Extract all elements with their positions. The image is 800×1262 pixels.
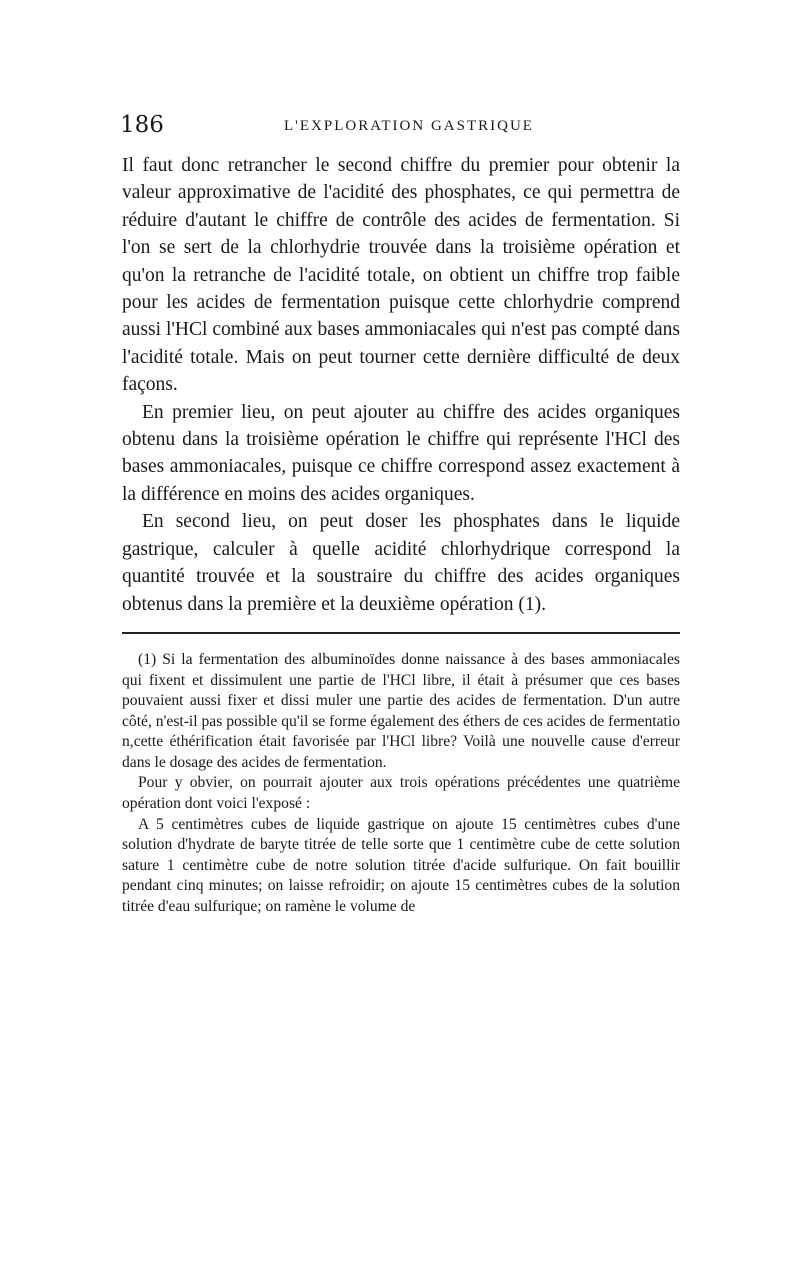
paragraph: Il faut donc retrancher le second chiffre du premier pour obtenir la valeur approximative de l'acidité des phosphates, ce qui permettra de réduire d'autant le chiffre de contrôle des acides de fermentation. Si l'on se sert de la chlorhydrie trouvée dans la troisième opération et qu'on la retranche de l'acidité totale, on obtient un chiffre trop faible pour les acides de fermentation puisque cette chlorhydrie comprend aussi l'HCl combiné aux bases ammoniacales qui n'est pas compté dans l'acidité totale. Mais on peut tourner cette dernière difficulté de deux façons.	[122, 155, 680, 396]
page-number: 186	[120, 112, 164, 138]
footnote-paragraph: A 5 centimètres cubes de liquide gastrique on ajoute 15 centimètres cubes d'une solution d'hydrate de baryte titrée de telle sorte que 1 centimètre cube de cette solution sature 1 centimètre cube de notre solution titrée d'acide sulfurique. On fait bouillir pendant cinq minutes; on laisse refroidir; on ajoute 15 centimètres cubes de la solution titrée d'eau sulfurique; on ramène le volume de	[122, 815, 680, 916]
footnote-paragraph: (1) Si la fermentation des albuminoïdes donne naissance à des bases ammoniacales qui fixent et dissimulent une partie de l'HCl libre, il était à présumer que ces bases pouvaient aussi fixer et dissi muler une partie des acides de fermentation. D'un autre côté, n'est-il pas possible qu'il se forme également des éthers de ces acides de fermentatio n,cette éthérification était favorisée par l'HCl libre? Voilà une nouvelle cause d'erreur dans le dosage des acides de fermentation.	[122, 650, 680, 771]
page-header	[122, 112, 680, 152]
main-text	[122, 152, 680, 618]
footnote-paragraph: Pour y obvier, on pourrait ajouter aux trois opérations précédentes une quatrième opération dont voici l'exposé :	[122, 774, 680, 813]
footnotes	[122, 650, 680, 918]
footnote-divider	[122, 632, 680, 634]
book-page	[122, 112, 680, 918]
paragraph: En premier lieu, on peut ajouter au chiffre des acides organiques obtenu dans la troisième opération le chiffre qui représente l'HCl des bases ammoniacales, puisque ce chiffre correspond assez exactement à la différence en moins des acides organiques.	[122, 401, 680, 505]
paragraph: En second lieu, on peut doser les phosphates dans le liquide gastrique, calculer à quelle acidité chlorhydrique correspond la quantité trouvée et la soustraire du chiffre des acides organiques obtenus dans la première et la deuxième opération (1).	[122, 511, 680, 615]
running-title: L'EXPLORATION GASTRIQUE	[284, 118, 534, 134]
